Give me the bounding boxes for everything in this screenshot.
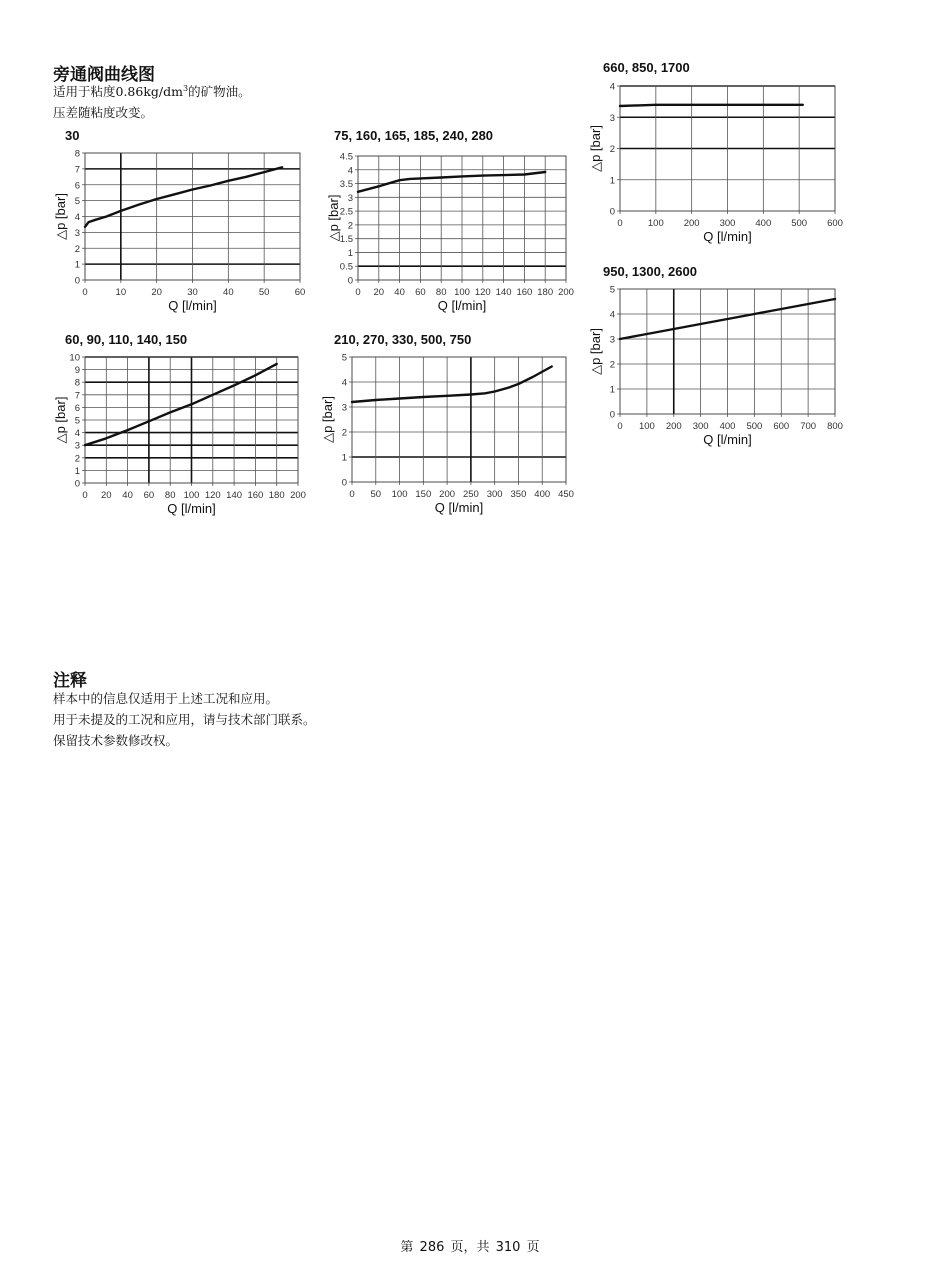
chart-1-xtick-label-7: 140: [495, 287, 512, 298]
chart-5-ytick-label-4: 4: [341, 377, 347, 389]
chart-2-xtick-label-2: 200: [683, 218, 700, 229]
chart-1-xlabel: Q [l/min]: [437, 298, 487, 313]
chart-4-xtick-label-7: 140: [226, 490, 243, 501]
chart-4-ytick-label-7: 7: [74, 390, 80, 402]
chart-0-ytick-label-2: 2: [74, 243, 80, 255]
chart-0-data-point-4: [120, 210, 122, 212]
chart-1-ytick-label-9: 4.5: [339, 151, 353, 163]
chart-3-xtick-label-5: 500: [746, 421, 763, 432]
chart-2-xlabel: Q [l/min]: [703, 229, 752, 244]
chart-4-data-point-3: [148, 420, 150, 422]
chart-5-data-point-7: [494, 391, 496, 393]
chart-2-ytick-label-3: 3: [609, 112, 615, 124]
chart-0-data-point-11: [245, 176, 247, 178]
page-footer: 第 286 页，共 310 页: [400, 1240, 540, 1255]
chart-3-xtick-label-4: 400: [719, 421, 736, 432]
chart-0-data-point-13: [281, 166, 283, 168]
chart-1-ytick-label-2: 1: [347, 247, 353, 259]
chart-3-xtick-label-0: 0: [617, 421, 623, 432]
chart-0-xtick-label-5: 50: [258, 287, 270, 298]
chart-4-xtick-label-5: 100: [183, 490, 200, 501]
chart-1-ytick-label-7: 3.5: [339, 179, 353, 191]
pressure-note: 压差随粘度改变。: [53, 105, 154, 120]
chart-3-data-point-2: [673, 328, 675, 330]
chart-1-xtick-label-0: 0: [355, 287, 361, 298]
chart-1-data-point-0: [357, 191, 359, 193]
chart-4-ylabel: △p [bar]: [53, 396, 68, 444]
chart-2-data-point-6: [802, 104, 804, 106]
chart-5-data-point-5: [470, 394, 472, 396]
chart-5-ylabel: △p [bar]: [320, 396, 335, 443]
chart-5-xtick-label-4: 200: [439, 489, 456, 500]
chart-1-xtick-label-4: 80: [435, 287, 447, 298]
chart-5-xlabel: Q [l/min]: [434, 500, 484, 515]
chart-4-data-point-9: [276, 363, 278, 365]
chart-0-data-point-10: [228, 180, 230, 182]
chart-1-xtick-label-8: 160: [516, 287, 533, 298]
chart-5-data-point-1: [375, 399, 377, 401]
chart-4-ytick-label-8: 8: [74, 377, 80, 389]
chart-title-3: 950, 1300, 2600: [603, 264, 697, 279]
chart-1-ytick-label-6: 3: [347, 192, 353, 204]
chart-3-xtick-label-1: 100: [638, 421, 655, 432]
chart-0-data-point-7: [174, 193, 176, 195]
chart-3-xtick-label-3: 300: [692, 421, 709, 432]
chart-4-data-point-5: [191, 403, 193, 405]
chart-0-xtick-label-6: 60: [294, 287, 306, 298]
chart-1-xtick-label-5: 100: [454, 287, 470, 298]
chart-4-xtick-label-0: 0: [82, 490, 88, 501]
chart-3-ytick-label-3: 3: [609, 334, 615, 346]
chart-5-data-point-2: [399, 398, 401, 400]
chart-1-xtick-label-9: 180: [537, 287, 554, 298]
chart-0-xlabel: Q [l/min]: [168, 298, 217, 313]
chart-0-ylabel: △p [bar]: [53, 193, 68, 240]
chart-1-data-point-5: [461, 176, 463, 178]
chart-3-data-point-7: [807, 303, 809, 305]
chart-4-ytick-label-10: 10: [69, 352, 80, 364]
chart-title-2: 660, 850, 1700: [603, 60, 690, 75]
chart-1-xtick-label-10: 200: [558, 287, 574, 298]
chart-5-data-point-3: [423, 396, 425, 398]
chart-2-ytick-label-2: 2: [609, 144, 615, 155]
chart-5-data-point-4: [446, 395, 448, 397]
chart-3-ytick-label-1: 1: [609, 384, 615, 396]
chart-1-data-point-4: [440, 177, 442, 179]
chart-3-data-point-8: [834, 298, 836, 300]
chart-1-data-point-8: [544, 171, 546, 173]
chart-1-ytick-label-1: 0.5: [339, 261, 353, 273]
chart-0-data-point-2: [95, 219, 97, 221]
chart-5-xtick-label-2: 100: [391, 489, 408, 500]
chart-4-data-point-2: [127, 429, 129, 431]
chart-3-data-point-3: [700, 323, 702, 325]
chart-5-data-point-11: [551, 366, 553, 368]
chart-3-ytick-label-0: 0: [609, 409, 615, 421]
chart-3-xlabel: Q [l/min]: [703, 432, 752, 447]
chart-2-xtick-label-3: 300: [719, 218, 736, 229]
chart-5-ytick-label-0: 0: [341, 477, 347, 489]
chart-1-data-point-3: [409, 178, 411, 180]
chart-2-xtick-label-5: 500: [791, 218, 808, 229]
chart-4-xtick-label-3: 60: [143, 490, 155, 501]
chart-4-xlabel: Q [l/min]: [167, 501, 216, 516]
viscosity-note-suffix: 的矿物油。: [188, 84, 251, 99]
chart-4-data-point-8: [255, 374, 257, 376]
chart-0-ytick-label-4: 4: [74, 212, 80, 223]
chart-2-data-point-5: [763, 104, 765, 106]
chart-0-ytick-label-3: 3: [74, 227, 80, 239]
chart-0-data-point-9: [210, 185, 212, 187]
chart-4-ytick-label-1: 1: [74, 465, 80, 477]
chart-1-xtick-label-2: 40: [394, 287, 405, 298]
chart-5-xtick-label-5: 250: [462, 489, 479, 500]
chart-5-data-point-8: [508, 387, 510, 389]
chart-0-data-point-3: [106, 216, 108, 218]
chart-0-data-point-6: [156, 198, 158, 200]
chart-2-data-point-4: [727, 104, 729, 106]
chart-0-xtick-label-4: 40: [223, 287, 234, 298]
chart-4-xtick-label-6: 120: [204, 490, 221, 501]
chart-5-ytick-label-1: 1: [341, 452, 347, 464]
chart-3-data-point-4: [727, 318, 729, 320]
chart-4-xtick-label-4: 80: [164, 490, 176, 501]
chart-title-1: 75, 160, 165, 185, 240, 280: [334, 128, 494, 143]
chart-5-data-point-9: [518, 383, 520, 385]
chart-3-xtick-label-8: 800: [827, 421, 843, 432]
chart-2-data-point-1: [637, 105, 639, 107]
chart-0-xtick-label-0: 0: [82, 287, 88, 298]
chart-3-ytick-label-2: 2: [609, 359, 615, 371]
chart-3-xtick-label-6: 600: [773, 421, 790, 432]
chart-5-ytick-label-5: 5: [341, 352, 347, 364]
chart-1-ylabel: △p [bar]: [326, 194, 341, 242]
chart-0-xtick-label-3: 30: [187, 287, 198, 298]
chart-1-ytick-label-8: 4: [347, 165, 353, 177]
chart-1-series-line: [358, 172, 545, 192]
chart-2-xtick-label-4: 400: [755, 218, 772, 229]
chart-3-data-point-6: [780, 308, 782, 310]
chart-0-data-point-8: [192, 189, 194, 191]
chart-4-ytick-label-0: 0: [74, 478, 80, 490]
chart-0-ytick-label-7: 7: [74, 164, 80, 176]
chart-3-ytick-label-4: 4: [609, 309, 615, 321]
notes-line-1: 样本中的信息仅适用于上述工况和应用。: [53, 691, 279, 706]
chart-3-xtick-label-7: 700: [800, 421, 817, 432]
chart-3-ylabel: △p [bar]: [588, 328, 603, 375]
chart-4-xtick-label-9: 180: [268, 490, 285, 501]
chart-2-data-point-2: [655, 104, 657, 106]
chart-4-ytick-label-6: 6: [74, 402, 80, 414]
chart-4-ytick-label-3: 3: [74, 440, 80, 452]
bypass-curve-title: 旁通阀曲线图: [53, 65, 155, 85]
chart-2-series-line: [620, 105, 803, 106]
chart-2-data-point-0: [619, 105, 621, 107]
chart-title-5: 210, 270, 330, 500, 750: [334, 332, 472, 347]
chart-title-4: 60, 90, 110, 140, 150: [65, 332, 188, 347]
chart-0-data-point-1: [88, 221, 90, 223]
chart-2-ylabel: △p [bar]: [588, 125, 603, 172]
chart-4-data-point-1: [106, 437, 108, 439]
chart-0-data-point-5: [138, 204, 140, 206]
chart-5-xtick-label-3: 150: [415, 489, 432, 500]
chart-2-ytick-label-0: 0: [609, 206, 615, 218]
chart-2-xtick-label-1: 100: [647, 218, 664, 229]
chart-5-xtick-label-0: 0: [349, 489, 355, 500]
bypass-valve-charts: [0, 0, 940, 560]
chart-1-ytick-label-4: 2: [347, 220, 353, 232]
chart-4-ytick-label-2: 2: [74, 453, 80, 465]
chart-2-data-point-3: [691, 104, 693, 106]
chart-4-data-point-7: [233, 385, 235, 387]
chart-4-xtick-label-8: 160: [247, 490, 264, 501]
chart-5-data-point-10: [532, 376, 534, 378]
chart-1-data-point-7: [524, 174, 526, 176]
notes-title: 注释: [53, 671, 87, 691]
chart-2-xtick-label-6: 600: [827, 218, 843, 229]
chart-3-data-point-0: [619, 338, 621, 340]
chart-0-xtick-label-2: 20: [151, 287, 162, 298]
chart-4-xtick-label-1: 20: [101, 490, 112, 501]
chart-0-ytick-label-6: 6: [74, 180, 80, 192]
chart-1-xtick-label-3: 60: [415, 287, 426, 298]
chart-5-xtick-label-6: 300: [486, 489, 503, 500]
notes-line-3: 保留技术参数修改权。: [53, 733, 179, 748]
chart-2-ytick-label-4: 4: [609, 81, 615, 93]
chart-5-ytick-label-3: 3: [341, 402, 347, 414]
chart-1-ytick-label-5: 2.5: [339, 206, 353, 218]
chart-3-data-point-1: [646, 333, 648, 335]
chart-1-xtick-label-6: 120: [474, 287, 491, 298]
chart-4-data-point-0: [84, 444, 86, 446]
viscosity-note-sup: 3: [182, 83, 189, 93]
notes-line-2: 用于未提及的工况和应用，请与技术部门联系。: [53, 712, 316, 727]
chart-4-xtick-label-2: 40: [122, 490, 133, 501]
chart-0-ytick-label-0: 0: [74, 275, 80, 287]
chart-0-ytick-label-1: 1: [74, 259, 80, 271]
chart-4-ytick-label-4: 4: [74, 428, 80, 440]
chart-2-xtick-label-0: 0: [617, 218, 623, 229]
chart-5-data-point-6: [484, 392, 486, 394]
chart-0-data-point-0: [84, 226, 86, 228]
chart-5-xtick-label-8: 400: [534, 489, 551, 500]
chart-1-data-point-1: [378, 186, 380, 188]
chart-5-xtick-label-9: 450: [558, 489, 574, 500]
chart-1-ytick-label-3: 1.5: [339, 234, 353, 246]
chart-4-data-point-4: [169, 412, 171, 414]
chart-5-xtick-label-7: 350: [510, 489, 527, 500]
chart-3-data-point-5: [754, 313, 756, 315]
chart-3-ytick-label-5: 5: [609, 284, 615, 296]
chart-5-xtick-label-1: 50: [370, 489, 382, 500]
chart-4-xtick-label-10: 200: [290, 490, 306, 501]
chart-5-data-point-0: [351, 401, 353, 403]
chart-0-ytick-label-8: 8: [74, 148, 80, 160]
chart-0-ytick-label-5: 5: [74, 196, 80, 208]
chart-1-data-point-2: [399, 179, 401, 181]
chart-1-data-point-6: [482, 175, 484, 177]
viscosity-note-prefix: 适用于粘度0.86kg/dm: [53, 84, 183, 99]
chart-2-ytick-label-1: 1: [609, 175, 615, 187]
chart-5-series-line: [352, 367, 552, 403]
chart-4-data-point-6: [212, 394, 214, 396]
chart-0-series-line: [85, 167, 282, 227]
chart-0-xtick-label-1: 10: [115, 287, 127, 298]
chart-4-ytick-label-5: 5: [74, 415, 80, 427]
chart-0-data-point-12: [263, 171, 265, 173]
chart-title-0: 30: [65, 128, 80, 143]
chart-1-ytick-label-0: 0: [347, 275, 353, 287]
chart-4-ytick-label-9: 9: [74, 365, 80, 377]
chart-3-xtick-label-2: 200: [665, 421, 682, 432]
chart-5-ytick-label-2: 2: [341, 427, 347, 439]
chart-1-xtick-label-1: 20: [373, 287, 385, 298]
